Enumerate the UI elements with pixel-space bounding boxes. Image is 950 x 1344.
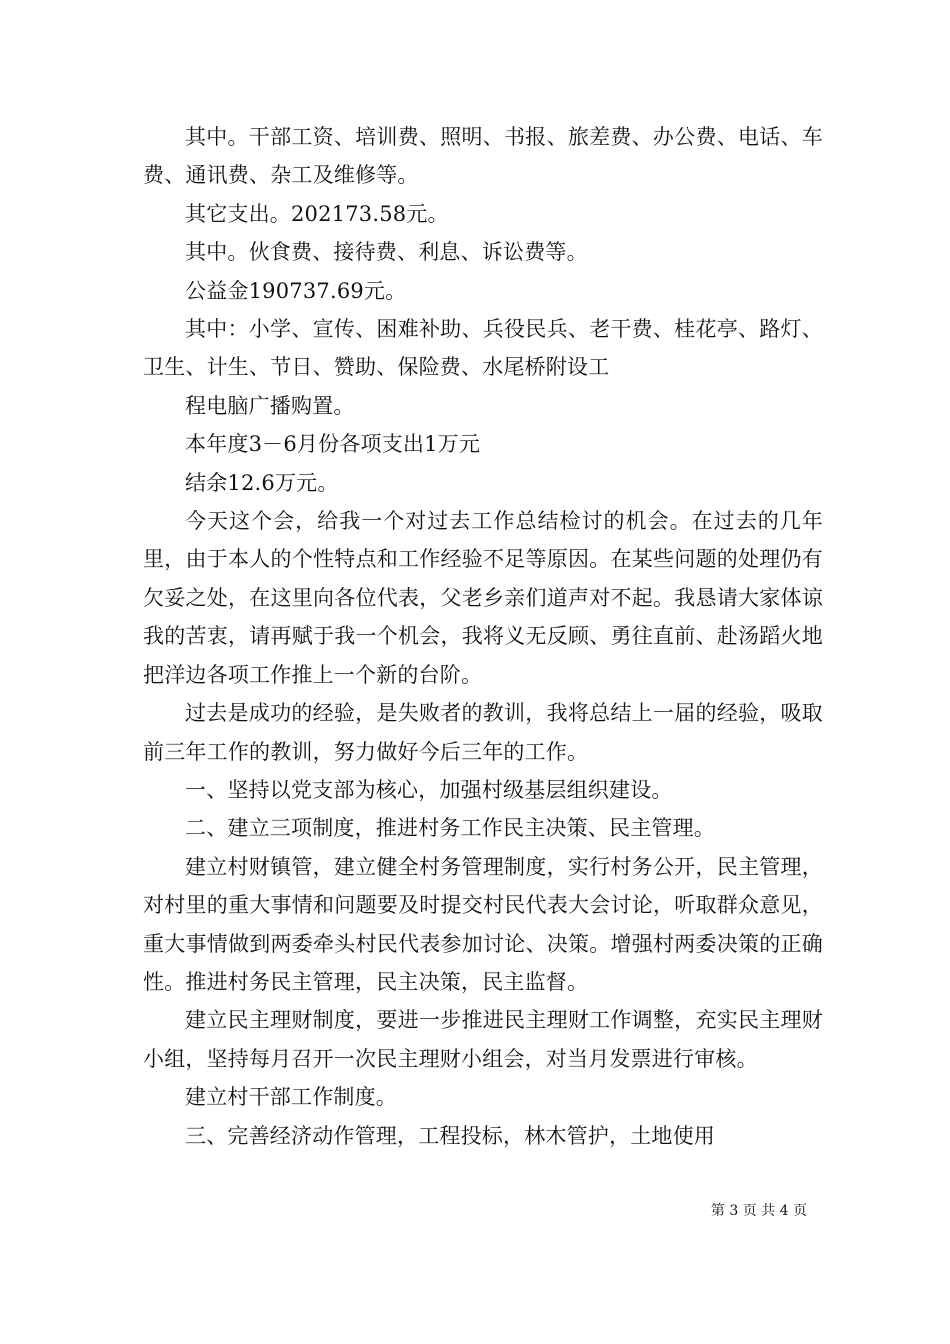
paragraph-balance: 结余12.6万元。 (185, 470, 339, 495)
document-body (143, 118, 823, 1155)
paragraph-cadre-system: 建立村干部工作制度。 (185, 1085, 397, 1110)
paragraph-lessons: 过去是成功的经验，是失败者的教训，我将总结上一届的经验，吸取前三年工作的教训，努力做好今后三年的工作。 (143, 701, 823, 764)
paragraph-public-welfare-detail: 其中：小学、宣传、困难补助、兵役民兵、老干费、桂花亭、路灯、卫生、计生、节日、赞助、保险费、水尾桥附设工 (143, 317, 823, 380)
paragraph-democratic-finance: 建立民主理财制度，要进一步推进民主理财工作调整，充实民主理财小组，坚持每月召开一次民主理财小组会，对当月发票进行审核。 (143, 1008, 823, 1071)
paragraph-public-welfare-detail-cont: 程电脑广播购置。 (185, 393, 355, 418)
paragraph-public-welfare-fund: 公益金190737.69元。 (185, 278, 407, 303)
paragraph-other-expenses: 其它支出。202173.58元。 (185, 201, 449, 226)
paragraph-review-opportunity: 今天这个会，给我一个对过去工作总结检讨的机会。在过去的几年里，由于本人的个性特点和工作经验不足等原因。在某些问题的处理仍有欠妥之处，在这里向各位代表，父老乡亲们道声对不起。我恳请大家体谅我的苦衷，请再赋于我一个机会，我将义无反顾、勇往直前、赴汤蹈火地把洋边各项工作推上一个新的台阶。 (143, 509, 823, 687)
paragraph-village-finance: 建立村财镇管，建立健全村务管理制度，实行村务公开，民主管理，对村里的重大事情和问题要及时提交村民代表大会讨论，听取群众意见，重大事情做到两委牵头村民代表参加讨论、决策。增强村两委决策的正确性。推进村务民主管理，民主决策，民主监督。 (143, 854, 823, 994)
paragraph-other-expenses-detail: 其中。伙食费、接待费、利息、诉讼费等。 (185, 240, 588, 265)
paragraph-annual-expense: 本年度3－6月份各项支出1万元 (185, 432, 481, 457)
paragraph-point-two: 二、建立三项制度，推进村务工作民主决策、民主管理。 (185, 816, 715, 841)
paragraph-expense-detail: 其中。干部工资、培训费、照明、书报、旅差费、办公费、电话、车费、通讯费、杂工及维修等。 (143, 125, 823, 188)
page-number-footer: 第 3 页 共 4 页 (710, 1203, 807, 1219)
paragraph-point-three: 三、完善经济动作管理，工程投标，林木管护，土地使用 (185, 1123, 715, 1148)
paragraph-point-one: 一、坚持以党支部为核心，加强村级基层组织建设。 (185, 777, 673, 802)
